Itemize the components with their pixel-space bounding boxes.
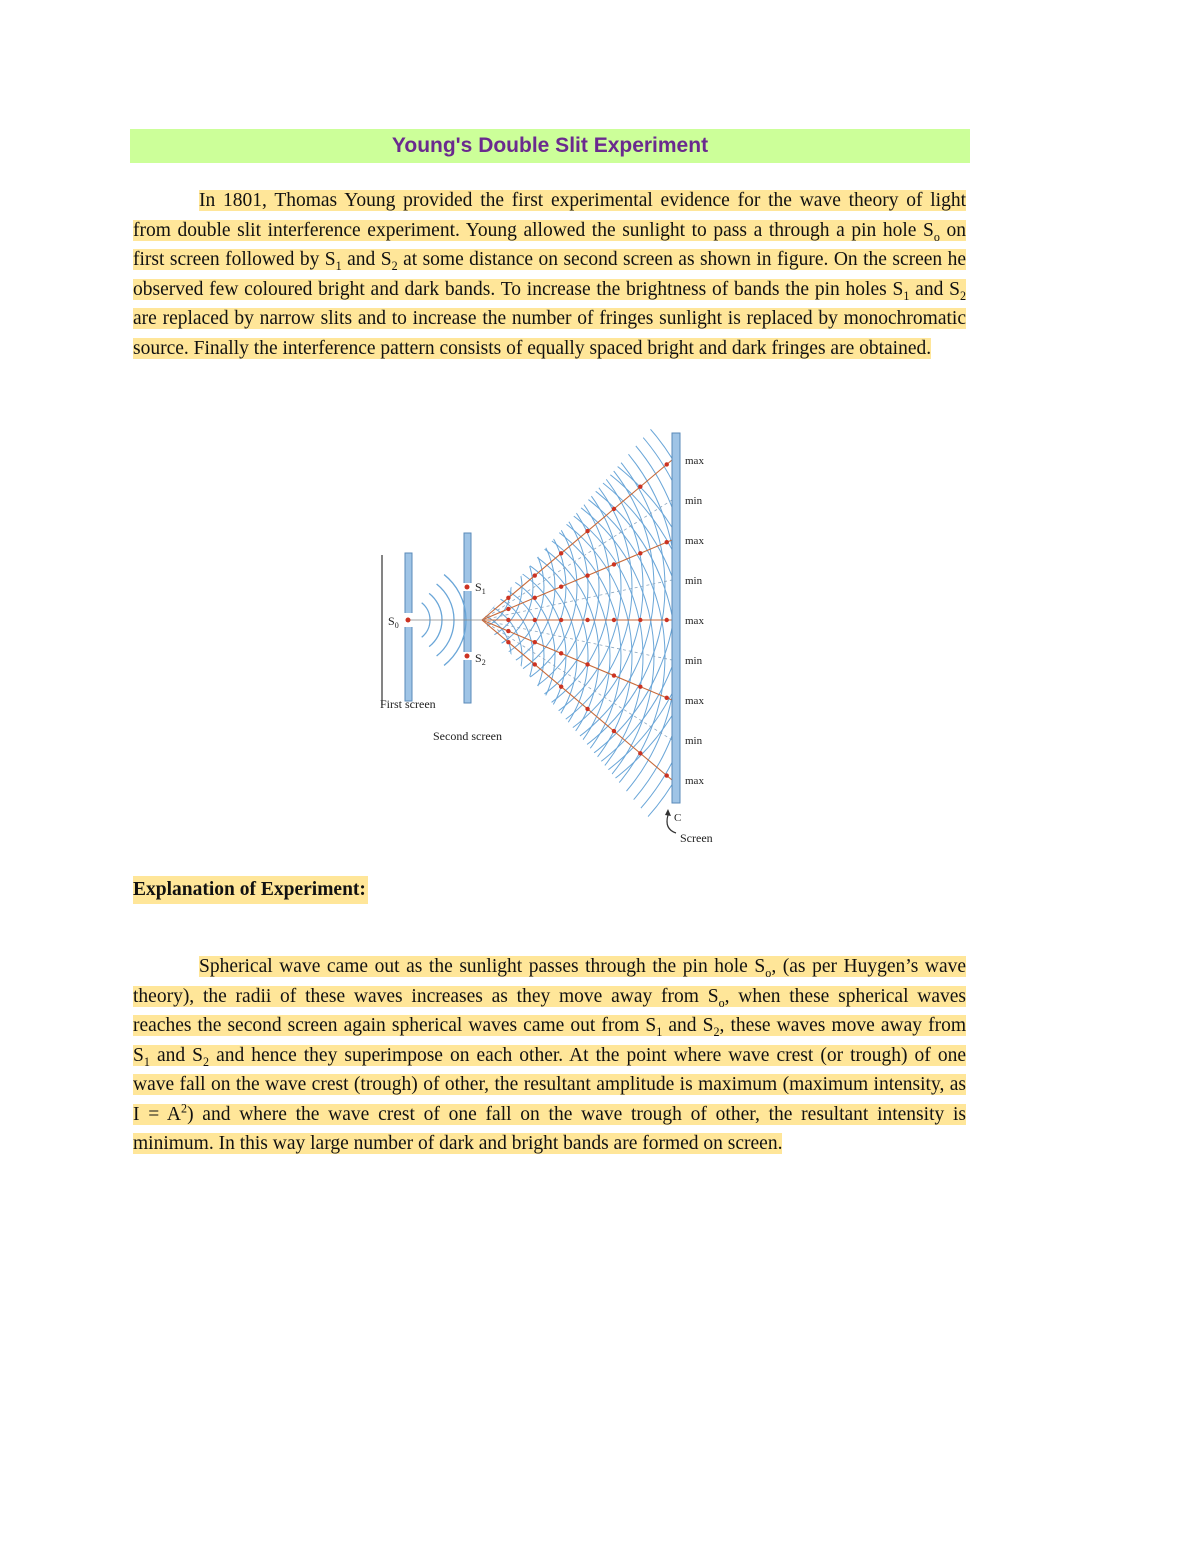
intersection-dot [612,507,616,511]
intro-paragraph [133,186,966,363]
double-slit-figure [372,405,732,855]
fringe-labels [685,455,704,787]
intersection-dot [506,640,510,644]
intersection-dot [665,696,669,700]
fringe-label-min: min [685,575,703,587]
fringe-label-min: min [685,655,703,667]
intersection-dot [533,618,537,622]
intersection-dot [533,573,537,577]
intersection-dot [612,673,616,677]
intersection-dot [585,707,589,711]
fringe-label-max: max [685,615,704,627]
fringe-label-min: min [685,495,703,507]
explanation-text: Spherical wave came out as the sunlight passes through the pin hole $S_o$, (as per Huygen’s wave theory), the radii of these waves increases as they move away from $S_o$, when these spherical waves reaches the second screen again spherical waves came out from $S_1$ and $S_2$, these waves move away from $S_1$ and $S_2$ and hence they superimpose on each other. At the point where wave crest (or trough) of one wave fall on the wave crest (trough) of other, the resultant amplitude is maximum (maximum intensity, as $I = A^2$) and where the wave crest of one fall on the wave trough of other, the resultant intensity is minimum. In this way large number of dark and bright bands are formed on screen. [133,956,967,1154]
fringe-label-max: max [685,775,704,787]
explanation-paragraph [133,952,966,1159]
intersection-dot [533,640,537,644]
intersection-dot [665,540,669,544]
intersection-dot [585,573,589,577]
arrow-head [665,809,671,816]
interference-waves [372,405,709,855]
intersection-dot [638,618,642,622]
intersection-dot [506,607,510,611]
s1-wavefront [372,405,676,796]
s1-wavefront [372,405,709,829]
fringe-label-max: max [685,535,704,547]
fringe-label-max: max [685,455,704,467]
explanation-heading: Explanation of Experiment: [133,876,368,904]
observation-screen [672,433,680,803]
s1-wavefront [372,405,654,774]
intersection-dot [559,618,563,622]
s2-wavefront [372,425,698,855]
interference-rays [482,460,672,780]
s2-point [465,654,470,659]
s1-wavefront [372,405,687,807]
intersection-dot [638,484,642,488]
second-screen-label: Second screen [433,729,502,743]
s2-wavefront [372,469,654,843]
s1-label: $S_1$ [475,580,486,596]
intersection-dot [559,584,563,588]
intersection-dot [533,662,537,666]
intersection-dot [585,662,589,666]
intersection-dot [559,551,563,555]
intersection-dot [559,651,563,655]
max-ray [482,540,672,620]
intersection-dot [638,551,642,555]
max-ray [482,620,672,780]
intersection-dot [665,618,669,622]
intersection-dot [559,684,563,688]
intersection-dot [638,684,642,688]
fringe-label-max: max [685,695,704,707]
intersection-dot [533,596,537,600]
page-title: Young's Double Slit Experiment [130,129,970,163]
s2-label: $S_2$ [475,651,486,667]
s0-point [406,618,411,623]
intersection-dot [612,562,616,566]
intersection-dot [665,773,669,777]
double-slit-diagram [372,405,732,855]
intersection-dot [506,596,510,600]
s2-wavefront [372,436,687,855]
intersection-dot [506,629,510,633]
first-screen-label: First screen [380,697,436,711]
screen-label: Screen [680,831,713,845]
intersection-dot [612,729,616,733]
intersection-dot [665,462,669,466]
intersection-dot [506,618,510,622]
intersection-dot [585,618,589,622]
s0-label: $S_0$ [388,614,399,630]
s2-wavefront [372,480,643,832]
intersection-dot [638,751,642,755]
fringe-label-min: min [685,735,703,747]
intersection-dot [612,618,616,622]
s1-point [465,585,470,590]
intersection-dot [585,529,589,533]
max-ray [482,620,672,700]
intro-text: In 1801, Thomas Young provided the first experimental evidence for the wave theory of light from double slit interference experiment. Young allowed the sunlight to pass a through a pin hole $S_o$ on first screen followed by $S_1$ and $S_2$ at some distance on second screen as shown in figure. On the screen he observed few coloured bright and dark bands. To increase the brightness of bands the pin holes $S_1$ and $S_2$ are replaced by narrow slits and to increase the number of fringes sunlight is replaced by monochromatic source. Finally the interference pattern consists of equally spaced bright and dark fringes are obtained. [133,190,966,359]
second-screen [464,533,471,703]
c-label: C [674,812,682,824]
